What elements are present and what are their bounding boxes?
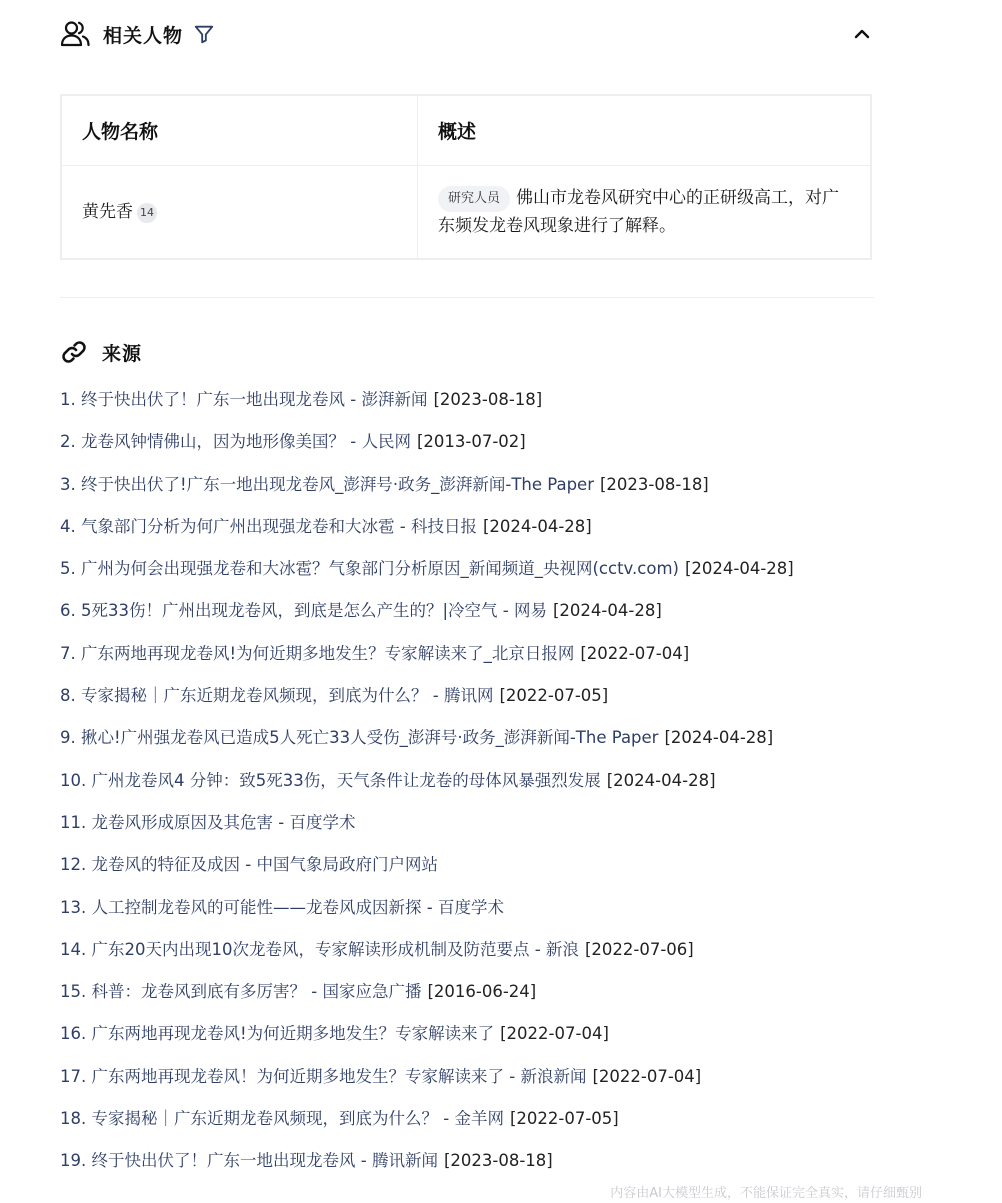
mention-count-badge: 14 bbox=[137, 203, 157, 223]
source-title: 广州龙卷风4 分钟：致5死33伤，天气条件让龙卷的母体风暴强烈发展 bbox=[91, 770, 601, 790]
source-item bbox=[60, 675, 960, 717]
section-divider bbox=[60, 297, 874, 298]
source-link[interactable] bbox=[60, 813, 355, 832]
role-tag: 研究人员 bbox=[438, 186, 510, 212]
source-item bbox=[60, 971, 960, 1013]
source-link[interactable] bbox=[60, 771, 601, 790]
source-title: 终于快出伏了!广东一地出现龙卷风_澎湃号·政务_澎湃新闻-The Paper bbox=[81, 474, 594, 494]
sources-section-header bbox=[60, 335, 142, 369]
persons-section-header bbox=[60, 16, 874, 52]
source-title: 终于快出伏了！广东一地出现龙卷风 - 澎湃新闻 bbox=[81, 390, 428, 409]
source-item bbox=[60, 379, 960, 421]
source-date: [2022-07-04] bbox=[500, 1024, 609, 1044]
source-item bbox=[60, 464, 960, 506]
person-name-cell bbox=[61, 166, 418, 260]
source-date: [2022-07-04] bbox=[580, 643, 690, 663]
sources-list bbox=[60, 379, 960, 1183]
source-index: 12. bbox=[60, 855, 87, 875]
source-title: 5死33伤！广州出现龙卷风，到底是怎么产生的？|冷空气 - 网易 bbox=[81, 601, 547, 621]
persons-table bbox=[60, 94, 872, 260]
source-title: 终于快出伏了！广东一地出现龙卷风 - 腾讯新闻 bbox=[91, 1151, 438, 1171]
source-link[interactable] bbox=[60, 559, 679, 578]
source-date: [2024-04-28] bbox=[606, 770, 716, 790]
source-date: [2024-04-28] bbox=[684, 559, 794, 579]
source-link[interactable] bbox=[60, 728, 658, 747]
source-item bbox=[60, 590, 960, 632]
source-link[interactable] bbox=[60, 1109, 504, 1128]
source-title: 龙卷风形成原因及其危害 - 百度学术 bbox=[91, 812, 356, 832]
source-index: 4. bbox=[60, 516, 76, 536]
source-index: 5. bbox=[60, 559, 76, 579]
source-index: 8. bbox=[60, 686, 76, 706]
source-link[interactable] bbox=[60, 432, 411, 451]
source-index: 7. bbox=[60, 643, 76, 663]
chevron-up-icon[interactable] bbox=[850, 22, 874, 46]
source-link[interactable] bbox=[60, 601, 547, 620]
source-date: [2016-06-24] bbox=[427, 982, 537, 1002]
source-item bbox=[60, 717, 960, 759]
source-index: 3. bbox=[60, 474, 76, 494]
person-summary: 佛山市龙卷风研究中心的正研级高工，对广东频发龙卷风现象进行了解释。 bbox=[438, 188, 840, 236]
source-index: 11. bbox=[60, 812, 87, 832]
filter-icon[interactable] bbox=[193, 23, 215, 45]
source-date: [2022-07-06] bbox=[584, 939, 694, 959]
source-index: 18. bbox=[60, 1109, 87, 1129]
source-item bbox=[60, 421, 960, 463]
source-index: 14. bbox=[60, 939, 87, 959]
source-title: 龙卷风钟情佛山，因为地形像美国？ - 人民网 bbox=[81, 432, 411, 452]
source-title: 揪心!广州强龙卷风已造成5人死亡33人受伤_澎湃号·政务_澎湃新闻-The Paper bbox=[81, 728, 659, 748]
persons-icon bbox=[60, 19, 90, 49]
source-date: [2023-08-18] bbox=[443, 1151, 553, 1171]
source-item bbox=[60, 844, 960, 886]
source-link[interactable] bbox=[60, 898, 504, 917]
table-row bbox=[61, 166, 871, 260]
source-date: [2022-07-04] bbox=[592, 1066, 702, 1086]
source-link[interactable] bbox=[60, 982, 421, 1001]
person-summary-cell bbox=[418, 166, 872, 260]
source-link[interactable] bbox=[60, 855, 438, 874]
source-index: 17. bbox=[60, 1066, 87, 1086]
source-date: [2024-04-28] bbox=[482, 516, 592, 536]
source-item bbox=[60, 929, 960, 971]
source-index: 19. bbox=[60, 1151, 87, 1171]
source-index: 10. bbox=[60, 770, 87, 790]
source-title: 专家揭秘｜广东近期龙卷风频现，到底为什么？ - 腾讯网 bbox=[81, 686, 494, 706]
source-item bbox=[60, 1056, 960, 1098]
source-link[interactable] bbox=[60, 1067, 586, 1086]
column-header-name: 人物名称 bbox=[61, 95, 418, 166]
source-item bbox=[60, 548, 960, 590]
link-icon bbox=[60, 338, 88, 366]
source-item bbox=[60, 1098, 960, 1140]
source-date: [2023-08-18] bbox=[433, 390, 543, 409]
source-item bbox=[60, 760, 960, 802]
ai-disclaimer: 内容由AI大模型生成，不能保证完全真实，请仔细甄别 bbox=[610, 1186, 922, 1201]
source-title: 广州为何会出现强龙卷和大冰雹？气象部门分析原因_新闻频道_央视网(cctv.com) bbox=[81, 559, 679, 579]
source-item bbox=[60, 1013, 960, 1055]
source-index: 2. bbox=[60, 432, 76, 452]
source-item bbox=[60, 887, 960, 929]
source-link[interactable] bbox=[60, 644, 574, 663]
source-link[interactable] bbox=[60, 686, 493, 705]
source-title: 广东20天内出现10次龙卷风，专家解读形成机制及防范要点 - 新浪 bbox=[91, 939, 579, 959]
source-title: 广东两地再现龙卷风!为何近期多地发生？专家解读来了 bbox=[91, 1024, 495, 1044]
source-date: [2022-07-05] bbox=[509, 1109, 619, 1129]
source-link[interactable] bbox=[60, 390, 427, 409]
source-title: 广东两地再现龙卷风!为何近期多地发生？专家解读来了_北京日报网 bbox=[81, 643, 575, 663]
source-item bbox=[60, 802, 960, 844]
source-date: [2024-04-28] bbox=[553, 601, 662, 621]
source-link[interactable] bbox=[60, 1151, 438, 1170]
sources-section-title: 来源 bbox=[102, 342, 143, 365]
source-index: 16. bbox=[60, 1024, 87, 1044]
source-index: 13. bbox=[60, 897, 87, 917]
source-index: 9. bbox=[60, 728, 76, 748]
source-title: 龙卷风的特征及成因 - 中国气象局政府门户网站 bbox=[91, 855, 438, 875]
source-date: [2013-07-02] bbox=[416, 432, 526, 452]
source-title: 广东两地再现龙卷风！为何近期多地发生？专家解读来了 - 新浪新闻 bbox=[91, 1066, 587, 1086]
source-link[interactable] bbox=[60, 940, 579, 959]
source-link[interactable] bbox=[60, 475, 594, 494]
source-index: 1. bbox=[60, 390, 76, 409]
column-header-summary: 概述 bbox=[418, 95, 872, 166]
person-name[interactable]: 黄先香 bbox=[82, 202, 133, 222]
source-index: 6. bbox=[60, 601, 76, 621]
source-title: 专家揭秘｜广东近期龙卷风频现，到底为什么？ - 金羊网 bbox=[91, 1109, 504, 1129]
table-header-row bbox=[61, 95, 871, 166]
source-date: [2023-08-18] bbox=[599, 474, 709, 494]
source-date: [2024-04-28] bbox=[664, 728, 774, 748]
source-link[interactable] bbox=[60, 1024, 494, 1043]
source-title: 人工控制龙卷风的可能性——龙卷风成因新探 - 百度学术 bbox=[91, 897, 504, 917]
persons-section-title: 相关人物 bbox=[103, 24, 184, 47]
source-link[interactable] bbox=[60, 517, 477, 536]
source-item bbox=[60, 506, 960, 548]
source-item bbox=[60, 1140, 960, 1182]
source-index: 15. bbox=[60, 982, 87, 1002]
source-date: [2022-07-05] bbox=[499, 686, 609, 706]
source-item bbox=[60, 633, 960, 675]
source-title: 科普：龙卷风到底有多厉害？ - 国家应急广播 bbox=[91, 982, 422, 1002]
source-title: 气象部门分析为何广州出现强龙卷和大冰雹 - 科技日报 bbox=[81, 516, 477, 536]
